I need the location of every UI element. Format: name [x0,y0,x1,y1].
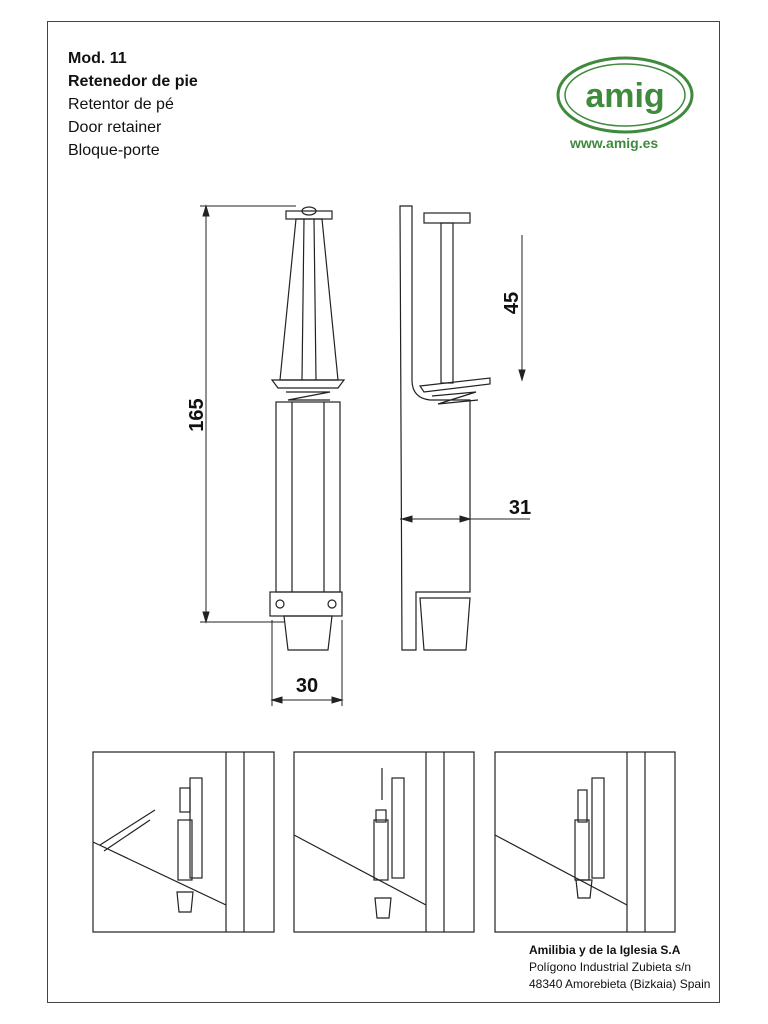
company-address-1: Polígono Industrial Zubieta s/n [529,960,692,974]
front-spring [286,392,330,400]
dim-stroke-label: 45 [501,291,523,315]
front-mount-plate [272,380,344,388]
install-step-1-frame [93,752,274,932]
side-spring [432,392,478,404]
install-step-2-body [374,820,388,880]
logo-text: amig [585,77,665,115]
install-step-1-plunger [180,788,190,812]
front-rubber-foot [284,616,332,650]
product-name-pt: Retentor de pé [68,96,174,113]
install-step-2-frame [294,752,474,932]
front-screw-right [328,600,336,608]
product-name-en: Door retainer [68,119,162,136]
install-step-3-frame [495,752,675,932]
install-step-1-foot [177,892,193,912]
install-step-3-plunger [578,790,587,822]
install-step-3-body [575,820,589,880]
dim-height-label: 165 [186,398,208,432]
install-step-2-bracket [392,778,404,878]
dim-width-label: 30 [295,675,319,697]
company-footer [529,942,710,993]
product-name-fr: Bloque-porte [68,142,160,159]
company-address-2: 48340 Amorebieta (Bizkaia) Spain [529,977,711,991]
install-step-3-bracket [592,778,604,878]
front-lower-body [276,402,340,592]
side-plunger-cap [424,213,470,223]
front-screw-left [276,600,284,608]
website-url: www.amig.es [570,135,659,151]
install-step-2-foot [375,898,391,918]
front-upper-body [280,219,338,380]
model-number: Mod. 11 [68,50,127,67]
install-step-1-screwdriver [100,810,155,845]
side-bracket-outline [400,206,470,650]
dim-depth-label: 31 [508,497,532,519]
front-base-plate [270,592,342,616]
side-spring-top [420,378,490,392]
side-rubber-foot [420,598,470,650]
company-name: Amilibia y de la Iglesia S.A [529,943,681,957]
side-plunger-rod [441,223,453,383]
product-name-es: Retenedor de pie [68,73,198,90]
